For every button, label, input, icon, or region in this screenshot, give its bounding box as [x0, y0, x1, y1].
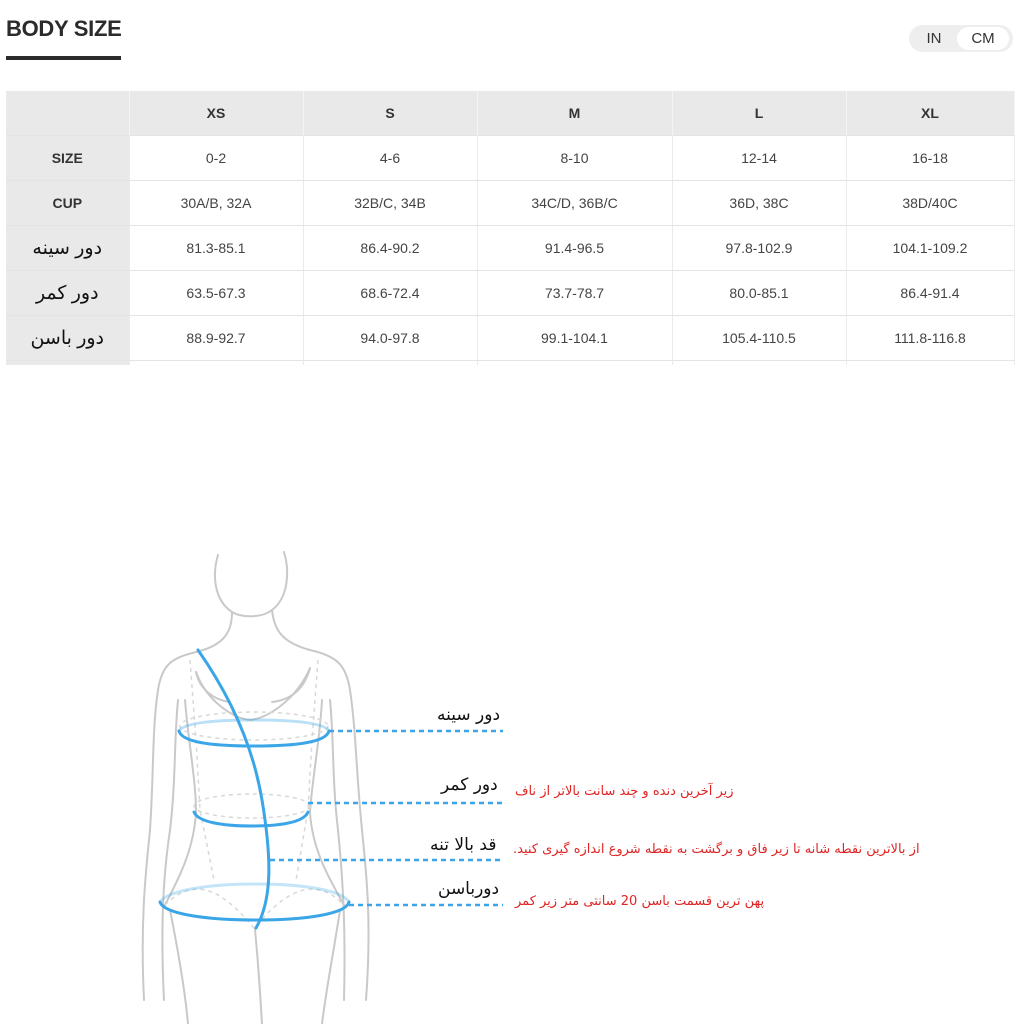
corner-cell — [6, 91, 129, 136]
table-cell: 80.0-85.1 — [672, 271, 846, 316]
table-cell: 73.7-78.7 — [477, 271, 672, 316]
table-cell: 111.8-116.8 — [846, 316, 1014, 361]
waist-note: زیر آخرین دنده و چند سانت بالاتر از ناف — [515, 784, 734, 799]
right-arm-outer — [350, 690, 369, 1000]
table-cell: 4-6 — [303, 136, 477, 181]
unit-toggle — [909, 25, 1013, 52]
table-cell: 81.3-85.1 — [129, 226, 303, 271]
right-leg-outline — [322, 910, 340, 1024]
table-cell: 12-14 — [672, 136, 846, 181]
bust-measure-line — [179, 731, 329, 746]
inner-leg-outline — [255, 930, 262, 1024]
hip-measure-line — [160, 902, 349, 920]
table-row — [6, 136, 1014, 181]
table-cell: 88.9-92.7 — [129, 316, 303, 361]
left-arm-inner — [162, 700, 178, 1000]
right-shoulder-outline — [272, 610, 350, 690]
table-cell: 30A/B, 32A — [129, 181, 303, 226]
measurement-lines — [160, 650, 349, 928]
table-cell: 36D, 38C — [672, 181, 846, 226]
table-cell: 94.0-97.8 — [303, 316, 477, 361]
body-outline — [143, 552, 369, 1024]
hip-note: پهن ترین قسمت باسن 20 سانتی متر زیر کمر — [515, 894, 765, 909]
table-cell: 86.4-91.4 — [846, 271, 1014, 316]
table-cell: 105.4-110.5 — [672, 316, 846, 361]
head-outline — [215, 552, 287, 616]
table-cell: 34C/D, 36B/C — [477, 181, 672, 226]
row-label-hip: دور باسن — [6, 316, 129, 361]
row-label-size: SIZE — [6, 136, 129, 181]
torso-note: از بالاترین نقطه شانه تا زیر فاق و برگشت به نقطه شروع اندازه گیری کنید. — [513, 842, 920, 857]
page-title: BODY SIZE — [6, 16, 122, 41]
table-cell: 8-10 — [477, 136, 672, 181]
row-label-cup: CUP — [6, 181, 129, 226]
left-shoulder-outline — [158, 612, 232, 690]
column-header-xl: XL — [846, 91, 1014, 136]
table-cell: 32B/C, 34B — [303, 181, 477, 226]
table-cell: 16-18 — [846, 136, 1014, 181]
column-header-m: M — [477, 91, 672, 136]
column-header-l: L — [672, 91, 846, 136]
bust-measure-back — [179, 720, 329, 731]
left-cup-outline — [196, 672, 230, 702]
column-header-s: S — [303, 91, 477, 136]
unit-cm-button[interactable]: CM — [957, 27, 1009, 50]
table-header-row — [6, 91, 1014, 136]
table-cell: 68.6-72.4 — [303, 271, 477, 316]
row-label-bust: دور سینه — [6, 226, 129, 271]
bust-label: دور سینه — [437, 705, 501, 725]
torso-label: قد بالا تنه — [430, 835, 497, 855]
table-cell: 91.4-96.5 — [477, 226, 672, 271]
table-cell: 63.5-67.3 — [129, 271, 303, 316]
table-row — [6, 316, 1014, 361]
table-cell: 104.1-109.2 — [846, 226, 1014, 271]
size-table — [6, 91, 1015, 365]
waist-label: دور کمر — [441, 775, 498, 795]
table-cell: 0-2 — [129, 136, 303, 181]
table-row — [6, 271, 1014, 316]
table-row — [6, 226, 1014, 271]
column-header-xs: XS — [129, 91, 303, 136]
row-label-waist: دور کمر — [6, 271, 129, 316]
hip-measure-back — [160, 884, 349, 902]
table-cell: 38D/40C — [846, 181, 1014, 226]
right-cup-outline — [272, 668, 310, 702]
left-arm-outer — [143, 690, 158, 1000]
table-row — [6, 181, 1014, 226]
table-cell: 86.4-90.2 — [303, 226, 477, 271]
title-underline — [6, 56, 121, 60]
hip-label: دورباسن — [438, 879, 500, 899]
table-cell: 99.1-104.1 — [477, 316, 672, 361]
table-cell: 97.8-102.9 — [672, 226, 846, 271]
left-leg-outline — [170, 910, 188, 1024]
unit-in-button[interactable]: IN — [926, 30, 942, 47]
waist-measure-line — [194, 812, 308, 826]
table-tail-row — [6, 361, 1014, 366]
